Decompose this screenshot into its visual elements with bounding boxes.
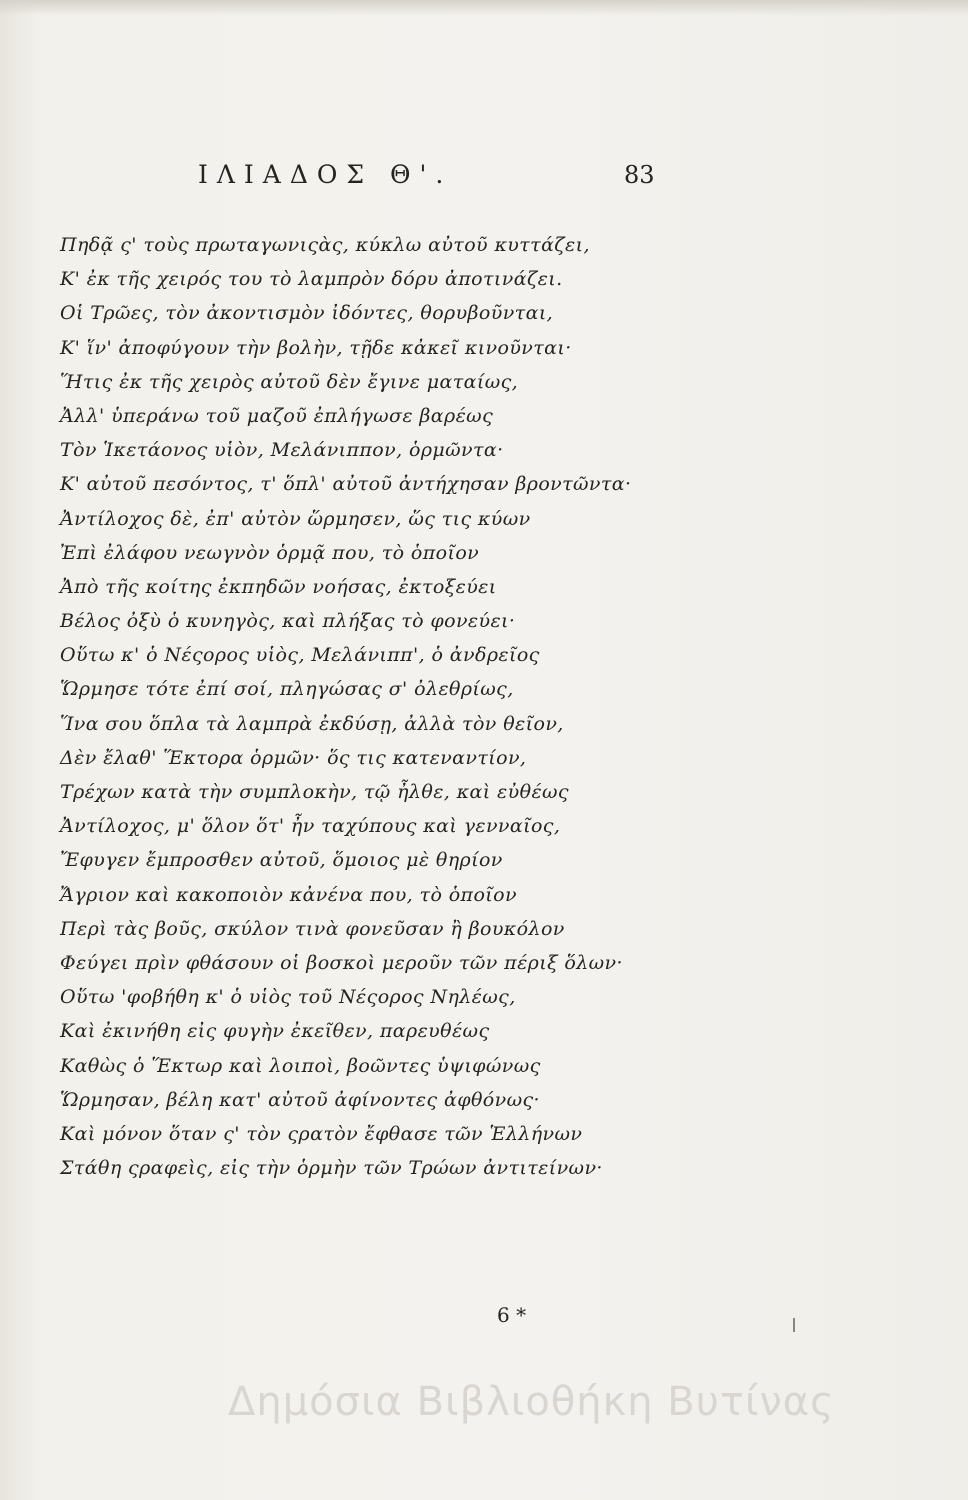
verse-line: Βέλος ὀξὺ ὁ κυνηγὸς, καὶ πλήξας τὸ φονεύει· bbox=[60, 610, 516, 633]
verse-line: Ἀντίλοχος, μ' ὅλον ὅτ' ἦν ταχύπους καὶ γενναῖος, bbox=[60, 815, 561, 838]
verse-line: Ἐπὶ ἐλάφου νεωγνὸν ὁρμᾷ που, τὸ ὁποῖον bbox=[60, 541, 480, 564]
verse-line: Τὸν Ἱκετάονος υἱὸν, Μελάνιππον, ὁρμῶντα· bbox=[60, 439, 504, 462]
verse-line: Περὶ τὰς βοῦς, σκύλον τινὰ φονεῦσαν ἢ βουκόλον bbox=[60, 917, 565, 940]
page-number: 83 bbox=[624, 161, 655, 189]
running-title: ΙΛΙΑΔΟΣ Θ'. bbox=[198, 160, 453, 189]
verse-line: Ἀλλ' ὑπεράνω τοῦ μαζοῦ ἐπλήγωσε βαρέως bbox=[60, 404, 494, 427]
signature-mark: 6 * bbox=[497, 1303, 527, 1327]
verse-line: Κ' αὐτοῦ πεσόντος, τ' ὅπλ' αὐτοῦ ἀντήχησαν βροντῶντα· bbox=[60, 473, 632, 496]
verse-block bbox=[60, 228, 660, 1185]
verse-line: Τρέχων κατὰ τὴν συμπλοκὴν, τῷ ἦλθε, καὶ εὐθέως bbox=[60, 781, 569, 803]
verse-line: Ἀπὸ τῆς κοίτης ἐκπηδῶν νοήσας, ἐκτοξεύει bbox=[60, 575, 497, 598]
verse-line: Οἱ Τρῶες, τὸν ἀκοντισμὸν ἰδόντες, θορυβοῦνται, bbox=[60, 302, 554, 325]
verse-line: Ἥτις ἐκ τῆς χειρὸς αὐτοῦ δὲν ἔγινε ματαίως, bbox=[60, 370, 519, 393]
verse-line: Ὥρμησαν, βέλη κατ' αὐτοῦ ἀφίνοντες ἀφθόνως· bbox=[60, 1088, 540, 1111]
verse-line: Οὕτω 'φοβήθη κ' ὁ υἱὸς τοῦ Νέςορος Νηλέως, bbox=[60, 986, 516, 1009]
verse-line: Ἀντίλοχος δὲ, ἐπ' αὐτὸν ὥρμησεν, ὥς τις κύων bbox=[60, 507, 531, 530]
verse-line: Δὲν ἔλαθ' Ἕκτορα ὁρμῶν· ὅς τις κατεναντίον, bbox=[60, 746, 527, 769]
verse-line: Κ' ἐκ τῆς χειρός του τὸ λαμπρὸν δόρυ ἀποτινάζει. bbox=[60, 268, 563, 291]
verse-line: Πηδᾷ ς' τοὺς πρωταγωνιςὰς, κύκλω αὐτοῦ κυττάζει, bbox=[60, 234, 590, 256]
margin-tick bbox=[793, 1318, 795, 1332]
verse-line: Στάθη ςραφεὶς, εἰς τὴν ὁρμὴν τῶν Τρώων ἀντιτείνων· bbox=[60, 1157, 603, 1180]
verse-line: Καὶ ἐκινήθη εἰς φυγὴν ἐκεῖθεν, παρευθέως bbox=[60, 1020, 490, 1043]
verse-line: Οὕτω κ' ὁ Νέςορος υἱὸς, Μελάνιππ', ὁ ἀνδρεῖος bbox=[60, 644, 540, 667]
verse-line: Ἔφυγεν ἔμπροσθεν αὐτοῦ, ὅμοιος μὲ θηρίον bbox=[60, 849, 503, 872]
page-top-edge bbox=[0, 0, 968, 16]
verse-line: Ἄγριον καὶ κακοποιὸν κἀνένα που, τὸ ὁποῖον bbox=[60, 883, 517, 906]
verse-line: Καὶ μόνον ὅταν ς' τὸν ςρατὸν ἔφθασε τῶν Ἑλλήνων bbox=[60, 1122, 583, 1145]
verse-line: Ἵνα σου ὅπλα τὰ λαμπρὰ ἐκδύσῃ, ἀλλὰ τὸν θεῖον, bbox=[60, 712, 564, 735]
library-watermark: Δημόσια Βιβλιοθήκη Βυτίνας bbox=[228, 1379, 835, 1425]
verse-line: Ὥρμησε τότε ἐπί σοί, πληγώσας σ' ὀλεθρίως, bbox=[60, 678, 514, 701]
page-header bbox=[90, 160, 670, 200]
verse-line: Κ' ἵν' ἀποφύγουν τὴν βολὴν, τῇδε κἀκεῖ κινοῦνται· bbox=[60, 336, 572, 359]
verse-line: Καθὼς ὁ Ἕκτωρ καὶ λοιποὶ, βοῶντες ὑψιφώνως bbox=[60, 1054, 541, 1077]
verse-line: Φεύγει πρὶν φθάσουν οἱ βοσκοὶ μεροῦν τῶν πέριξ ὅλων· bbox=[60, 951, 623, 974]
